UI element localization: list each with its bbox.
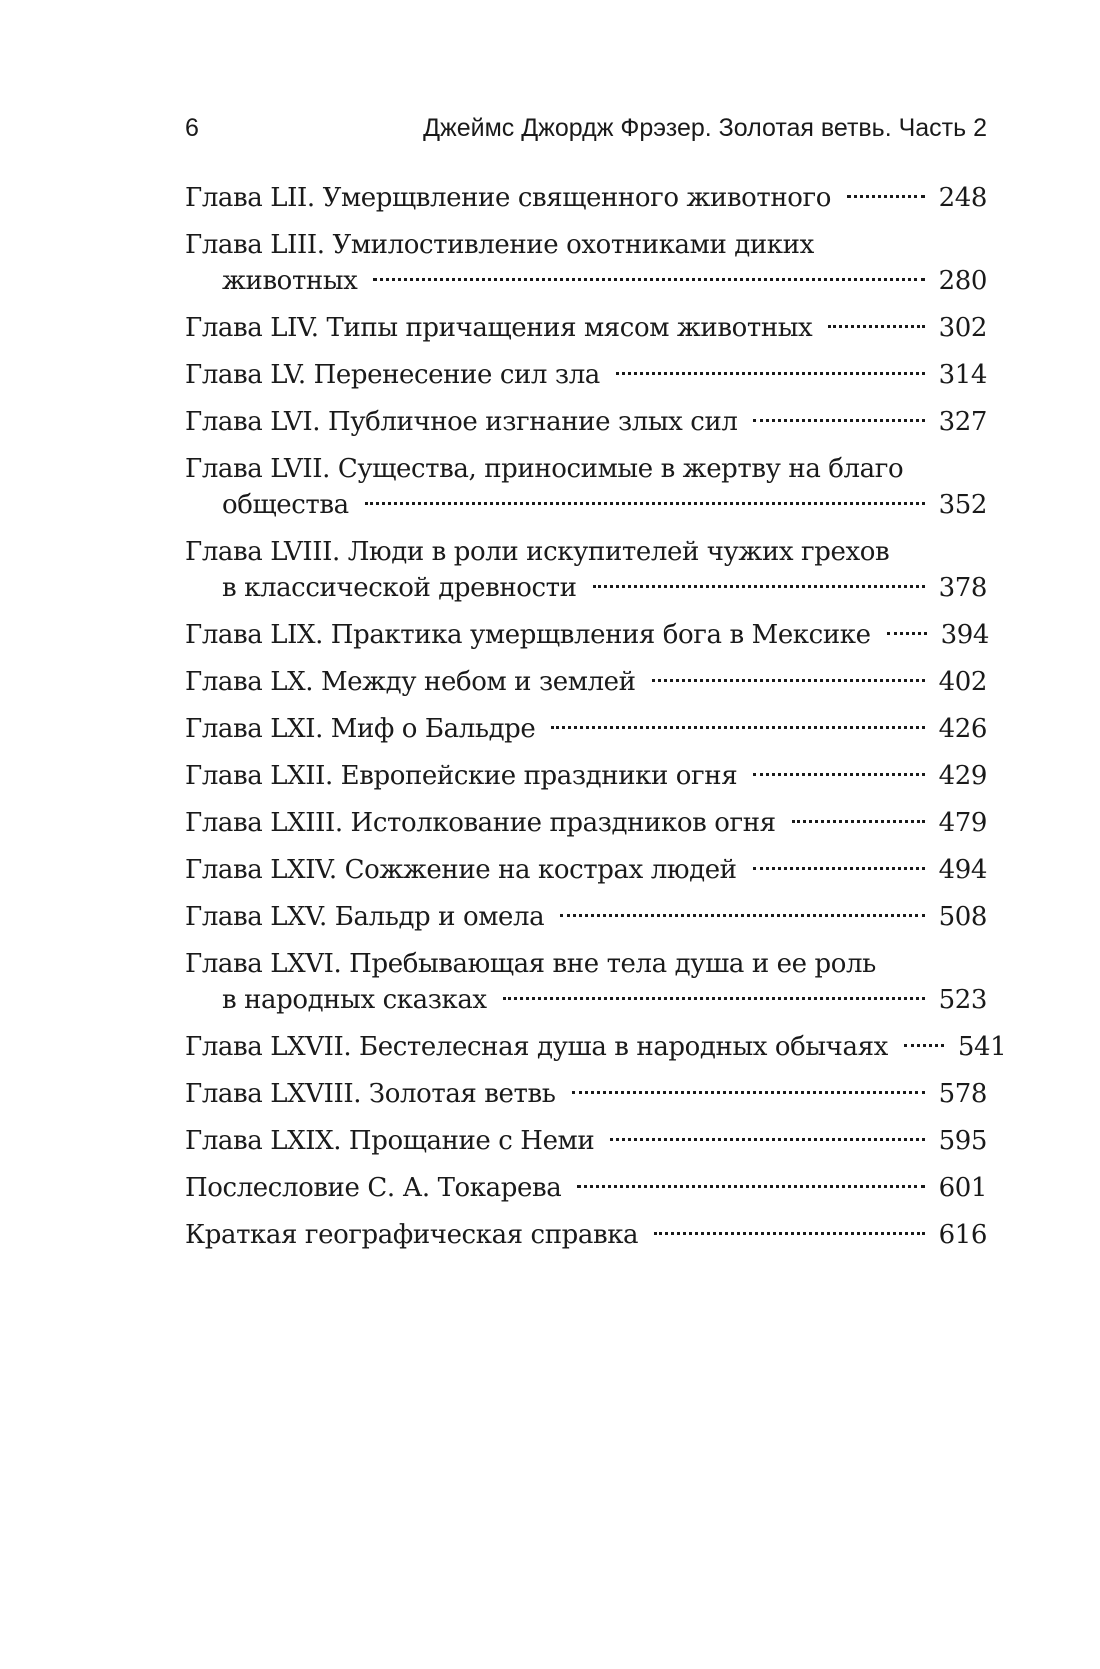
toc-line xyxy=(185,180,987,216)
dot-leader xyxy=(904,1044,944,1047)
toc-title: Глава LXII. Европейские праздники огня xyxy=(185,761,738,791)
toc-line xyxy=(185,357,987,393)
dot-leader xyxy=(887,632,927,635)
toc-line xyxy=(185,1076,987,1112)
toc-page-number: 314 xyxy=(938,360,987,390)
toc-title: Краткая географическая справка xyxy=(185,1220,639,1250)
dot-leader xyxy=(753,867,925,870)
dot-leader xyxy=(365,502,925,505)
dot-leader xyxy=(828,325,924,328)
dot-leader xyxy=(792,820,925,823)
toc-line xyxy=(185,664,987,700)
toc-title: Глава LXVII. Бестелесная душа в народных обычаях xyxy=(185,1032,888,1062)
toc-line xyxy=(185,805,987,841)
dot-leader xyxy=(572,1091,925,1094)
dot-leader xyxy=(753,419,924,422)
toc-line xyxy=(185,758,987,794)
toc-title-continuation: животных xyxy=(222,266,358,296)
toc-title: Глава LVIII. Люди в роли искупителей чужих грехов xyxy=(185,537,890,567)
dot-leader xyxy=(847,195,925,198)
toc-entry xyxy=(185,711,987,747)
toc-title: Глава LX. Между небом и землей xyxy=(185,667,636,697)
toc-title-continuation: в народных сказках xyxy=(222,985,487,1015)
toc-page-number: 523 xyxy=(938,985,987,1015)
toc-page-number: 402 xyxy=(938,667,987,697)
toc-page-number: 426 xyxy=(938,714,987,744)
toc-entry xyxy=(185,310,987,346)
dot-leader xyxy=(654,1232,924,1235)
toc-title: Глава LXVI. Пребывающая вне тела душа и ее роль xyxy=(185,949,876,979)
toc-page-number: 616 xyxy=(938,1220,987,1250)
toc-line xyxy=(185,899,987,935)
toc-title: Глава LV. Перенесение сил зла xyxy=(185,360,600,390)
toc-entry xyxy=(185,404,987,440)
page-number: 6 xyxy=(185,114,199,142)
toc-line xyxy=(185,982,987,1018)
toc-title: Глава LXIII. Истолкование праздников огня xyxy=(185,808,776,838)
toc-entry xyxy=(185,899,987,935)
dot-leader xyxy=(560,914,924,917)
toc-line xyxy=(185,487,987,523)
toc-entry xyxy=(185,852,987,888)
toc-title: Глава LIII. Умилостивление охотниками диких xyxy=(185,230,814,260)
toc-line xyxy=(185,570,987,606)
toc-line xyxy=(185,534,987,570)
toc-entry xyxy=(185,1123,987,1159)
dot-leader xyxy=(610,1138,924,1141)
toc-line xyxy=(185,263,987,299)
toc-title: Глава LXI. Миф о Бальдре xyxy=(185,714,536,744)
dot-leader xyxy=(503,997,925,1000)
toc-page-number: 508 xyxy=(938,902,987,932)
running-head: Джеймс Джордж Фрэзер. Золотая ветвь. Часть 2 xyxy=(423,114,987,142)
table-of-contents xyxy=(185,180,1007,1264)
toc-page-number: 378 xyxy=(938,573,987,603)
toc-title: Глава LIX. Практика умерщвления бога в Мексике xyxy=(185,620,871,650)
toc-entry xyxy=(185,617,990,653)
toc-page-number: 578 xyxy=(938,1079,987,1109)
toc-line xyxy=(185,617,990,653)
dot-leader xyxy=(577,1185,924,1188)
toc-page-number: 352 xyxy=(938,490,987,520)
toc-title: Глава LXVIII. Золотая ветвь xyxy=(185,1079,556,1109)
toc-line xyxy=(185,451,987,487)
toc-title: Глава LVII. Существа, приносимые в жертву на благо xyxy=(185,454,904,484)
dot-leader xyxy=(551,726,924,729)
toc-title: Глава LXIX. Прощание с Неми xyxy=(185,1126,595,1156)
toc-entry xyxy=(185,451,987,523)
toc-entry xyxy=(185,534,987,606)
toc-title: Глава LXIV. Сожжение на кострах людей xyxy=(185,855,737,885)
toc-line xyxy=(185,852,987,888)
dot-leader xyxy=(593,585,925,588)
dot-leader xyxy=(652,679,925,682)
toc-line xyxy=(185,1029,1007,1065)
toc-page-number: 429 xyxy=(938,761,987,791)
toc-entry xyxy=(185,227,987,299)
toc-page-number: 248 xyxy=(938,183,987,213)
toc-page-number: 541 xyxy=(957,1032,1007,1062)
toc-page-number: 601 xyxy=(938,1173,987,1203)
toc-entry xyxy=(185,357,987,393)
toc-entry xyxy=(185,1170,987,1206)
toc-entry xyxy=(185,664,987,700)
toc-page-number: 479 xyxy=(938,808,987,838)
toc-entry xyxy=(185,1029,1007,1065)
toc-line xyxy=(185,946,987,982)
toc-line xyxy=(185,404,987,440)
toc-title: Глава LXV. Бальдр и омела xyxy=(185,902,545,932)
toc-entry xyxy=(185,1076,987,1112)
dot-leader xyxy=(373,278,924,281)
toc-title-continuation: общества xyxy=(222,490,349,520)
toc-line xyxy=(185,1170,987,1206)
toc-entry xyxy=(185,805,987,841)
toc-page-number: 280 xyxy=(938,266,987,296)
toc-page-number: 394 xyxy=(940,620,990,650)
toc-entry xyxy=(185,180,987,216)
toc-title: Глава LIV. Типы причащения мясом животных xyxy=(185,313,813,343)
toc-line xyxy=(185,310,987,346)
toc-entry xyxy=(185,1217,987,1253)
toc-title: Послесловие С. А. Токарева xyxy=(185,1173,562,1203)
dot-leader xyxy=(616,372,925,375)
toc-title: Глава LVI. Публичное изгнание злых сил xyxy=(185,407,738,437)
toc-line xyxy=(185,711,987,747)
toc-page-number: 595 xyxy=(938,1126,987,1156)
dot-leader xyxy=(753,773,924,776)
toc-page-number: 494 xyxy=(938,855,987,885)
toc-page-number: 327 xyxy=(938,407,987,437)
toc-title-continuation: в классической древности xyxy=(222,573,577,603)
toc-entry xyxy=(185,946,987,1018)
toc-line xyxy=(185,1123,987,1159)
toc-line xyxy=(185,1217,987,1253)
toc-title: Глава LII. Умерщвление священного животного xyxy=(185,183,832,213)
toc-page-number: 302 xyxy=(938,313,987,343)
toc-entry xyxy=(185,758,987,794)
toc-line xyxy=(185,227,987,263)
page-header xyxy=(185,110,987,146)
